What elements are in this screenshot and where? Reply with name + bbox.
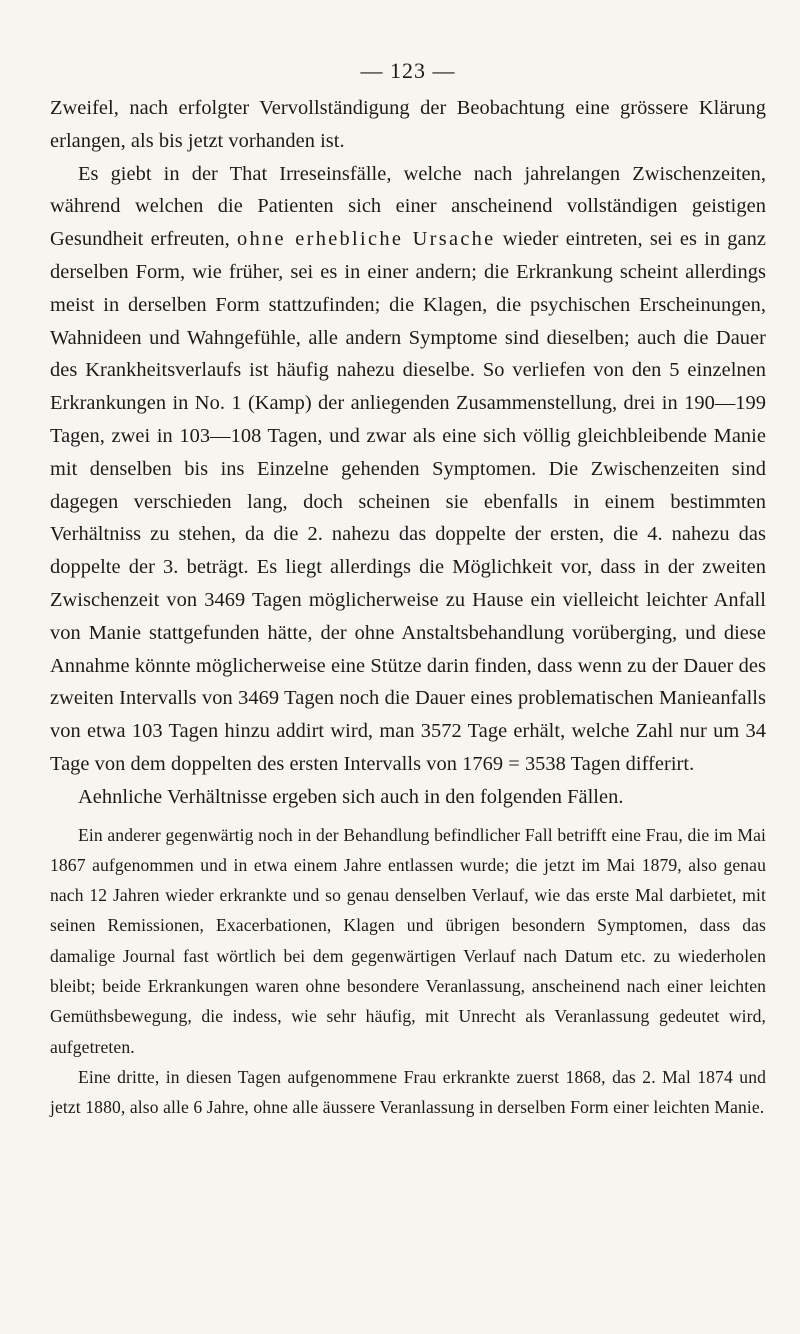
paragraph-continuation	[50, 92, 766, 158]
page-number: — 123 —	[360, 58, 456, 83]
paragraph-text: Ein anderer gegenwärtig noch in der Behandlung befindlicher Fall betrifft eine Frau, die im Mai 1867 aufgenommen und in etwa einem Jahre entlassen wurde; die jetzt im Mai 1879, also genau nach 12 Jahren wieder erkrankte und so genau denselben Verlauf, wie das erste Mal darbietet, mit seinen Remissionen, Exacerbationen, Klagen und übrigen besondern Symptomen, dass das damalige Journal fast wörtlich bei dem gegenwärtigen Verlauf nach Datum etc. zu wiederholen bleibt; beide Erkrankungen waren ohne besondere Veranlassung, anscheinend nach einer leichten Gemüthsbewegung, die indess, wie sehr häufig, mit Unrecht als Veranlassung gedeutet wird, aufgetreten.	[50, 824, 766, 1057]
paragraph-text: wieder eintreten, sei es in ganz derselben Form, wie früher, sei es in einer andern; die Erkrankung scheint allerdings meist in derselben Form stattzufinden; die Klagen, die psychischen Erscheinungen, Wahnideen und Wahngefühle, alle andern Symptome sind dieselben; auch die Dauer des Krankheitsverlaufs ist häufig nahezu dieselbe. So verliefen von den 5 einzelnen Erkrankungen in No. 1 (Kamp) der anliegenden Zusammenstellung, drei in 190—199 Tagen, zwei in 103—108 Tagen, und zwar als eine sich völlig gleichbleibende Manie mit denselben bis ins Einzelne gehenden Symptomen. Die Zwischenzeiten sind dagegen verschieden lang, doch scheinen sie ebenfalls in einem bestimmten Verhältniss zu stehen, da die 2. nahezu das doppelte der ersten, die 4. nahezu das doppelte der 3. beträgt. Es liegt allerdings die Möglichkeit vor, dass in der zweiten Zwischenzeit von 3469 Tagen möglicherweise zu Hause ein vielleicht leichter Anfall von Manie stattgefunden hätte, der ohne Anstaltsbehandlung vorüberging, und diese Annahme könnte möglicherweise eine Stütze darin finden, dass wenn zu der Dauer des zweiten Intervalls von 3469 Tagen noch die Dauer eines problematischen Manieanfalls von etwa 103 Tagen hinzu addirt wird, man 3572 Tage erhält, welche Zahl nur um 34 Tage von dem doppelten des ersten Intervalls von 1769 = 3538 Tagen differirt.	[50, 228, 767, 775]
paragraph-fall-drei	[50, 1062, 766, 1123]
paragraph-text: Eine dritte, in diesen Tagen aufgenommene Frau erkrankte zuerst 1868, das 2. Mal 1874 und jetzt 1880, also alle 6 Jahre, ohne alle äussere Veranlassung in derselben Form einer leichten Manie.	[50, 1066, 766, 1118]
paragraph-text: Aehnliche Verhältnisse ergeben sich auch in den folgenden Fällen.	[78, 785, 624, 808]
paragraph-text: Zweifel, nach erfolgter Vervollständigung der Beobachtung eine grössere Klärung erlangen, als bis jetzt vorhanden ist.	[50, 97, 766, 152]
emphasized-text: ohne erhebliche Ursache	[236, 228, 496, 251]
paragraph-aehnliche	[50, 781, 766, 814]
document-page	[50, 56, 766, 1123]
paragraph-irreseinsfaelle	[50, 158, 766, 781]
paragraph-text: Es giebt in der That Irreseinsfälle, welche nach jahrelangen Zwischenzeiten, während welchen die Patienten sich einer anscheinend vollständigen geistigen Gesundheit erfreuten,	[50, 162, 766, 251]
paragraph-fall-zwei	[50, 820, 766, 1062]
